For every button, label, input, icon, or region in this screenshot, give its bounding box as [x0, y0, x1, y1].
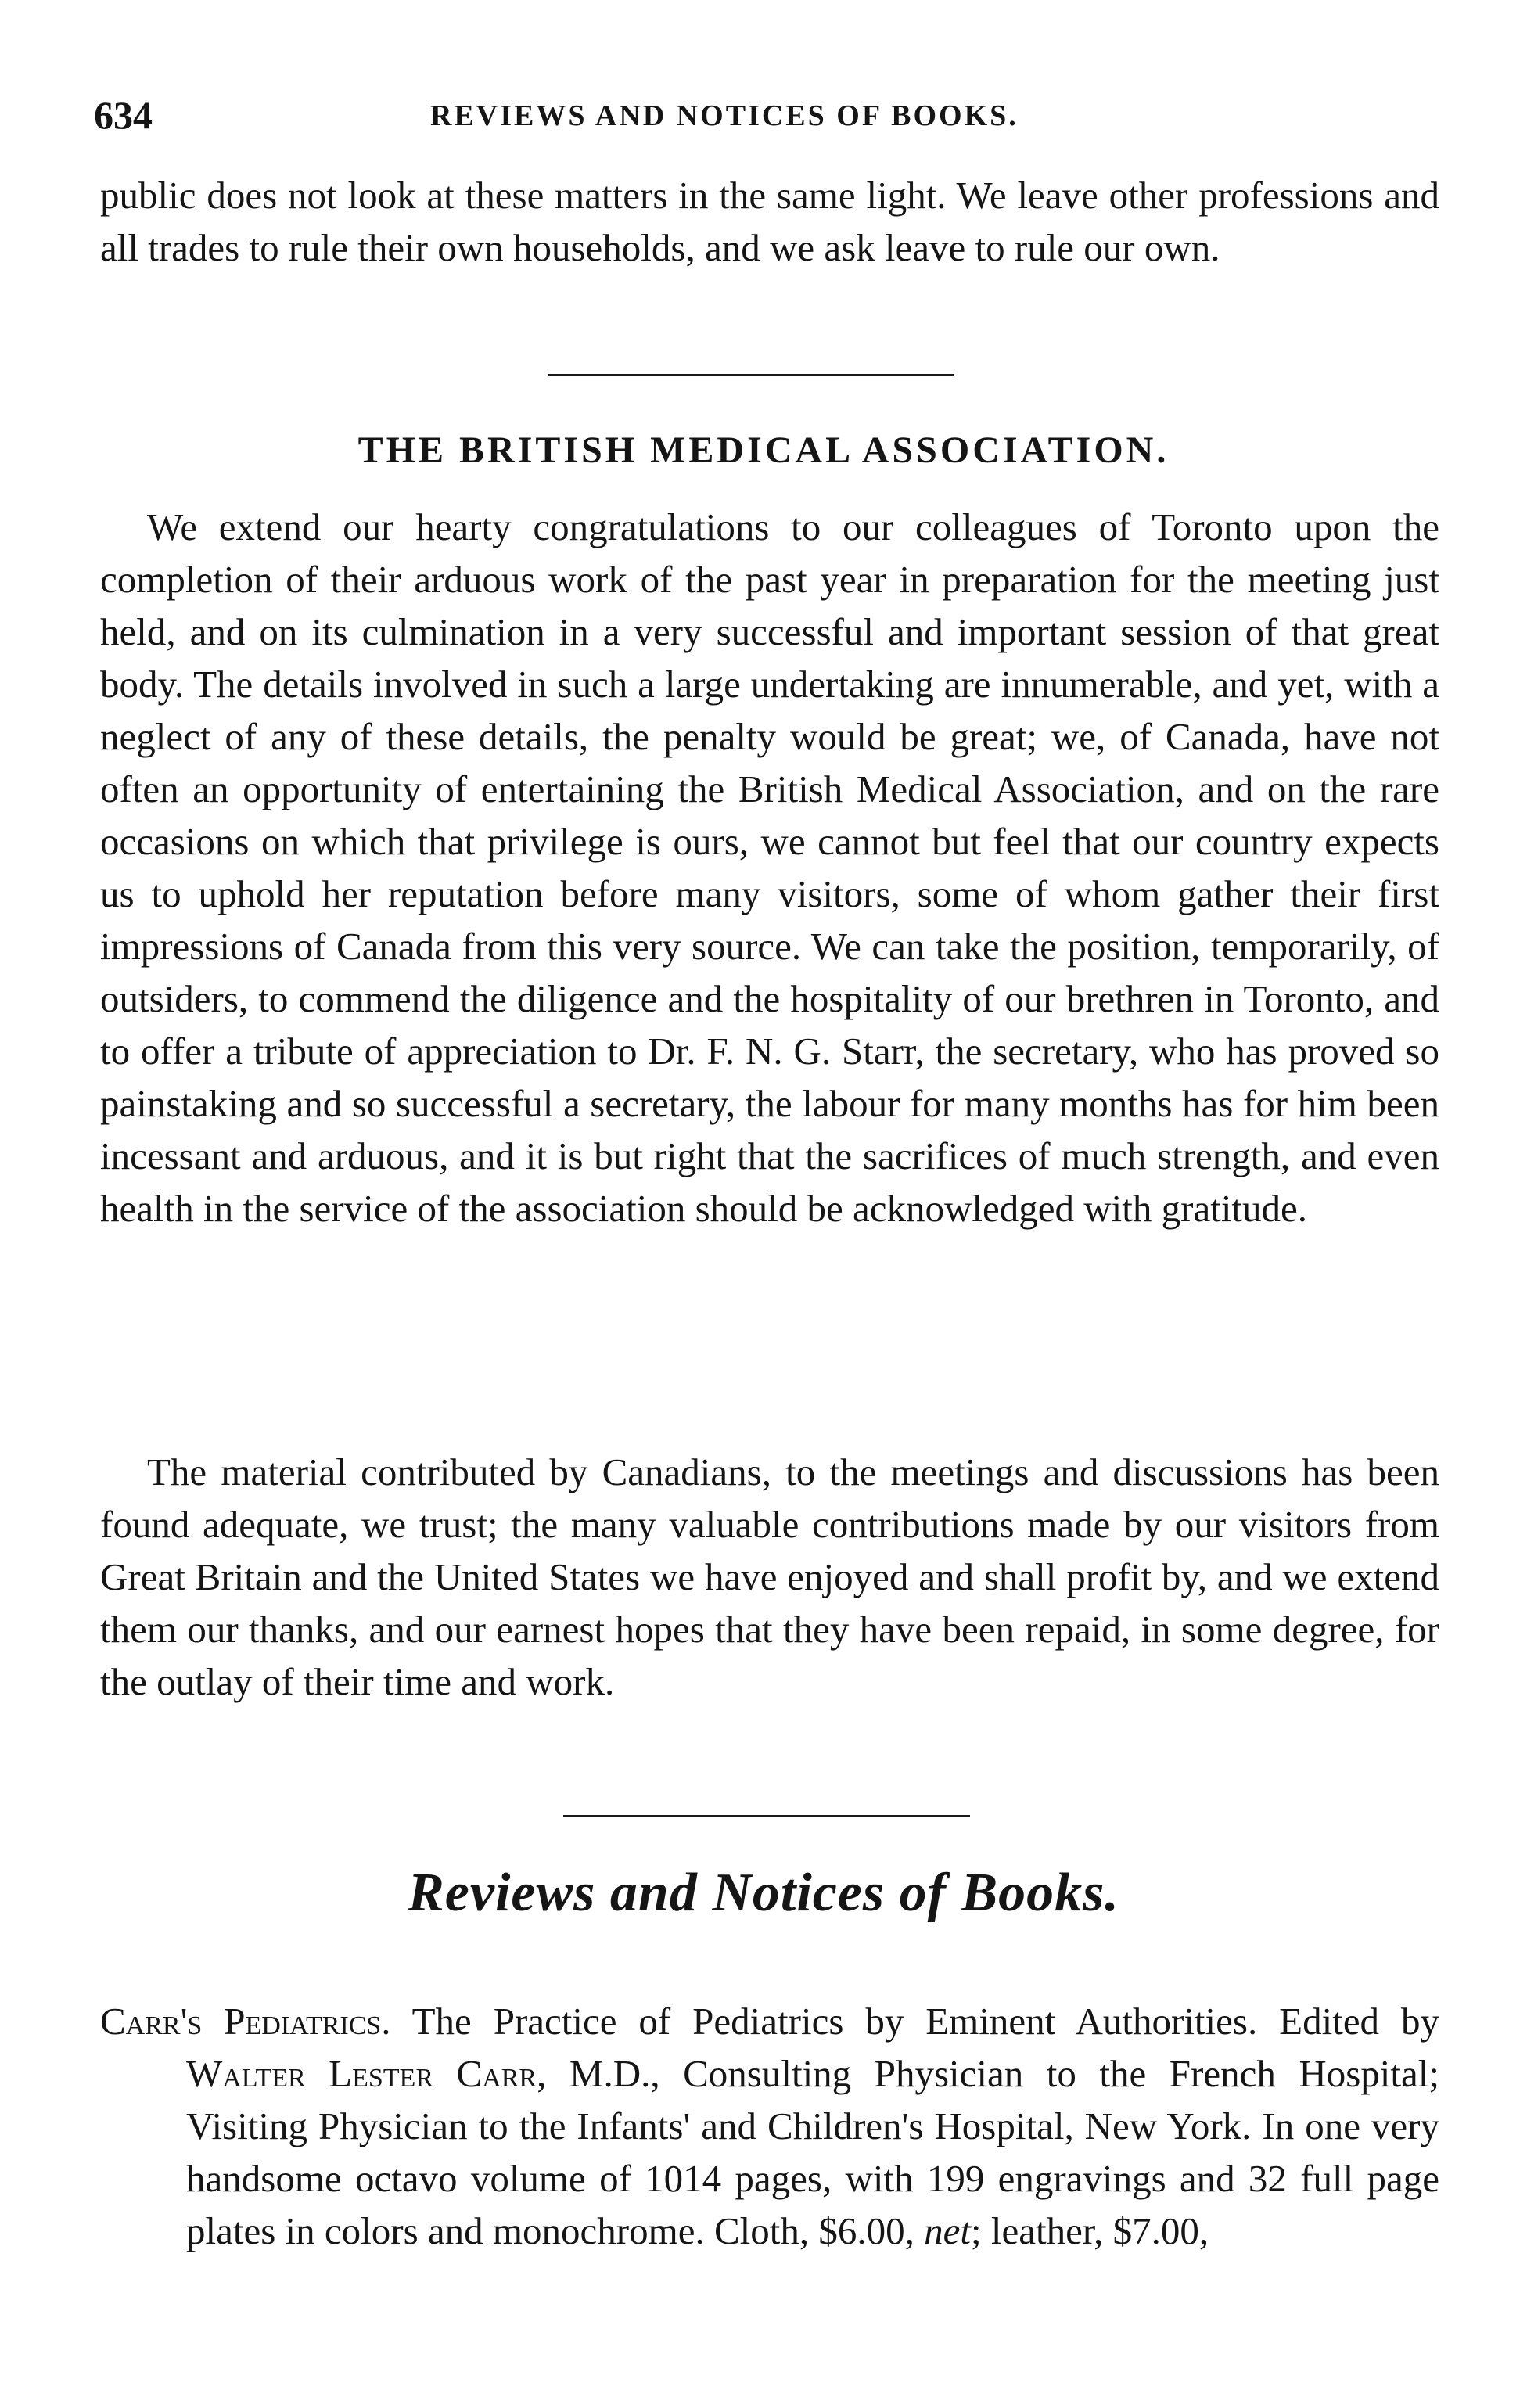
reviews-divider	[563, 1815, 970, 1817]
book-short-title: Carr's Pediatrics.	[100, 2000, 391, 2043]
book-entry-text-3: ; leather, $7.00,	[970, 2209, 1209, 2252]
book-entry	[100, 1995, 1439, 2257]
section-paragraph-2: The material contributed by Canadians, to the meetings and discussions has been found adequate, we trust; the many valuable contributions made by our visitors from Great Britain and the United States we have enjoyed and shall profit by, and we extend them our thanks, and our earnest hopes that they have been repaid, in some degree, for the outlay of their time and work.	[100, 1450, 1439, 1703]
opening-paragraph: public does not look at these matters in the same light. We leave other professions and all trades to rule their own households, and we ask leave to rule our own.	[100, 174, 1439, 269]
book-entry-text-2: , M.D., Consulting Physician to the French Hospital; Visiting Physician to the Infants' and Children's Hospital, New York. In one very handsome octavo volume of 1014 pages, with 199 engravings and 32 full page plates in colors and monochrome. Cloth, $6.00,	[186, 2052, 1439, 2252]
running-title: REVIEWS AND NOTICES OF BOOKS.	[430, 99, 1019, 132]
running-head	[94, 92, 1439, 142]
reviews-heading: Reviews and Notices of Books.	[408, 1863, 1119, 1923]
page-number: 634	[94, 93, 153, 137]
book-net: net	[924, 2209, 971, 2252]
section-divider	[548, 374, 954, 376]
book-editor: Walter Lester Carr	[186, 2052, 537, 2095]
book-entry-text-1: The Practice of Pediatrics by Eminent Authorities. Edited by	[390, 2000, 1439, 2043]
section-paragraph-1: We extend our hearty congratulations to our colleagues of Toronto upon the completion of their arduous work of the past year in preparation for the meeting just held, and on its culmination in a very successful and important session of that great body. The details involved in such a large undertaking are innumerable, and yet, with a neglect of any of these details, the penalty would be great; we, of Canada, have not often an opportunity of entertaining the British Medical Association, and on the rare occasions on which that privilege is ours, we cannot but feel that our country expects us to uphold her reputation before many visitors, some of whom gather their first impressions of Canada from this very source. We can take the position, temporarily, of outsiders, to commend the diligence and the hospitality of our brethren in Toronto, and to offer a tribute of appreciation to Dr. F. N. G. Starr, the secretary, who has proved so painstaking and so successful a secretary, the labour for many months has for him been incessant and arduous, and it is but right that the sacrifices of much strength, and even health in the service of the association should be acknowledged with gratitude.	[100, 505, 1439, 1230]
section-heading: THE BRITISH MEDICAL ASSOCIATION.	[357, 429, 1170, 471]
